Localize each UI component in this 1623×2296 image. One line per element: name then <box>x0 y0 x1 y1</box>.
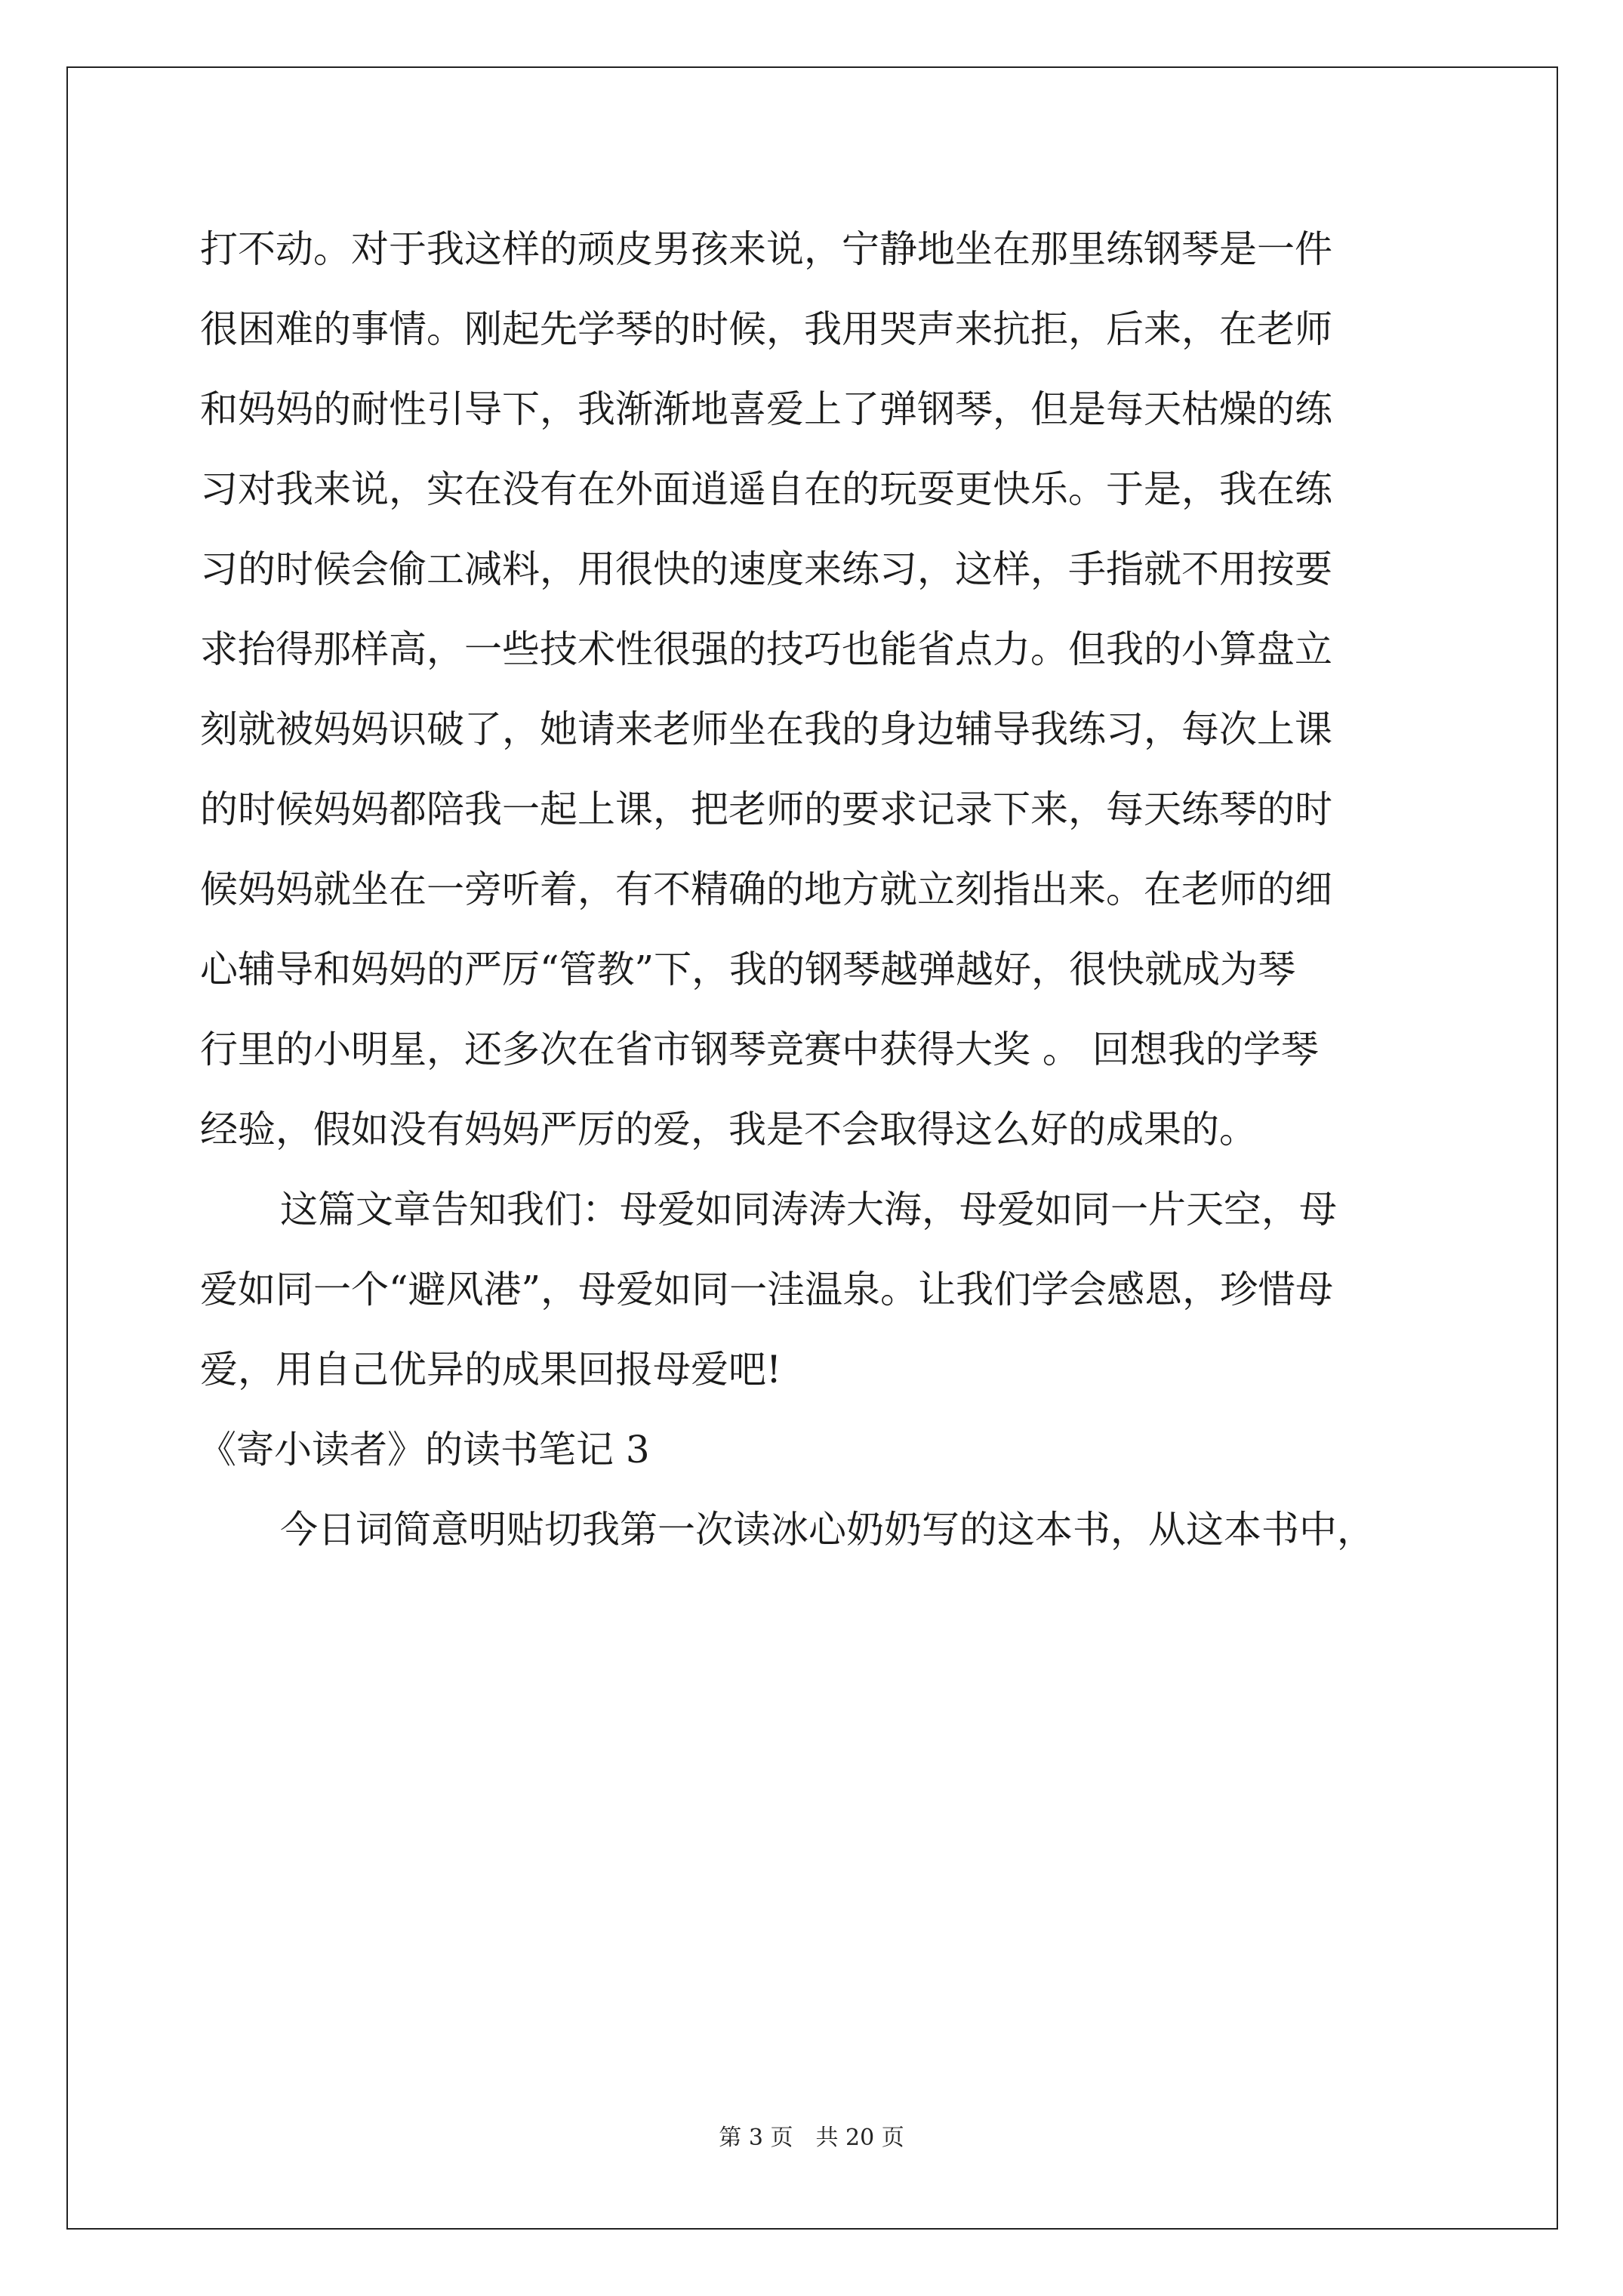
paragraph-1-line-1: 打不动。对于我这样的顽皮男孩来说，宁静地坐在那里练钢琴是一件 <box>200 227 1332 271</box>
page-footer: 第 3 页 共 20 页 <box>719 2125 904 2151</box>
paragraph-2-line-1: 这篇文章告知我们：母爱如同涛涛大海，母爱如同一片天空，母 <box>280 1188 1337 1231</box>
document-body <box>200 209 1438 1570</box>
paragraph-1-line-9: 候妈妈就坐在一旁听着，有不精确的地方就立刻指出来。在老师的细 <box>200 868 1332 911</box>
paragraph-1-line-4: 习对我来说，实在没有在外面逍遥自在的玩耍更快乐。于是，我在练 <box>200 467 1332 511</box>
section-title: 《寄小读者》的读书笔记 3 <box>199 1428 650 1472</box>
paragraph-1-line-7: 刻就被妈妈识破了，她请来老师坐在我的身边辅导我练习，每次上课 <box>200 707 1332 751</box>
paragraph-1-line-2: 很困难的事情。刚起先学琴的时候，我用哭声来抗拒，后来，在老师 <box>200 307 1332 351</box>
paragraph-1-line-12: 经验，假如没有妈妈严厉的爱，我是不会取得这么好的成果的。 <box>200 1108 1257 1151</box>
paragraph-1-line-3: 和妈妈的耐性引导下，我渐渐地喜爱上了弹钢琴，但是每天枯燥的练 <box>200 387 1332 431</box>
paragraph-1-line-11: 行里的小明星，还多次在省市钢琴竞赛中获得大奖 。 回想我的学琴 <box>200 1028 1319 1071</box>
paragraph-3-line-1: 今日词简意明贴切我第一次读冰心奶奶写的这本书，从这本书中， <box>280 1508 1375 1552</box>
paragraph-2-line-3: 爱，用自己优异的成果回报母爱吧! <box>200 1348 782 1391</box>
paragraph-1-line-10: 心辅导和妈妈的严厉“管教”下，我的钢琴越弹越好，很快就成为琴 <box>200 948 1296 991</box>
paragraph-2-line-2: 爱如同一个“避风港”，母爱如同一洼温泉。让我们学会感恩，珍惜母 <box>200 1268 1334 1311</box>
paragraph-1-line-6: 求抬得那样高，一些技术性很强的技巧也能省点力。但我的小算盘立 <box>200 627 1332 671</box>
paragraph-1-line-5: 习的时候会偷工减料，用很快的速度来练习，这样，手指就不用按要 <box>200 547 1332 591</box>
paragraph-1-line-8: 的时候妈妈都陪我一起上课，把老师的要求记录下来，每天练琴的时 <box>200 787 1332 831</box>
